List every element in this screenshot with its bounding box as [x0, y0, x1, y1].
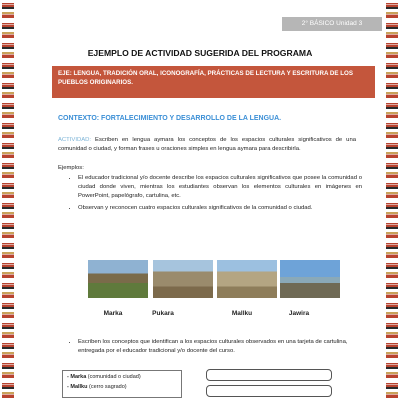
list-item: • El educador tradicional y/o docente describe los espacios culturales significativos que posee la comunidad o ciudad donde viven, mientras los estudiantes observan los elementos culturales en imágenes en PowerPoint, papelógrafo, cartulina, etc.: [78, 174, 362, 201]
answer-box[interactable]: [206, 385, 332, 397]
eje-banner: EJE: LENGUA, TRADICIÓN ORAL, ICONOGRAFÍA, PRÁCTICAS DE LECTURA Y ESCRITURA DE LOS PUEBLOS ORIGINARIOS.: [52, 66, 375, 98]
concept-term: - Marka: [67, 374, 87, 380]
photo-caption: Pukara: [152, 310, 174, 317]
ejemplos-label: Ejemplos:: [58, 165, 84, 171]
concept-term: - Mallku: [67, 384, 88, 390]
actividad-text: Escriben en lengua aymara los conceptos de los espacios culturales significativos de una comunidad o ciudad, y forman frases u oraciones simples en lengua aymara para describirla.: [58, 137, 356, 153]
photo-caption: Jawira: [288, 310, 310, 317]
ejemplos-list: [66, 174, 362, 217]
concept-item: [67, 384, 177, 390]
contexto-value: FORTALECIMIENTO Y DESARROLLO DE LA LENGUA.: [99, 115, 282, 122]
contexto-label: CONTEXTO:: [58, 115, 100, 122]
pukara-photo: [153, 260, 213, 298]
marka-photo: [88, 260, 148, 298]
answer-box[interactable]: [206, 369, 332, 381]
list-item: • Observan y reconocen cuatro espacios culturales significativos de la comunidad o ciudad.: [78, 204, 362, 213]
jawira-photo: [280, 260, 340, 298]
concept-item: [67, 374, 177, 380]
concept-meaning: (comunidad o ciudad): [86, 374, 141, 380]
actividad-paragraph: [58, 136, 356, 154]
concepts-card: [62, 370, 182, 398]
actividad-label: ACTIVIDAD:: [58, 137, 92, 143]
contexto-line: [58, 115, 281, 122]
decorative-border-right: [386, 0, 398, 400]
photo-caption: Mallku: [231, 310, 253, 317]
unit-tab: 2° BÁSICO Unidad 3: [282, 17, 382, 31]
concept-meaning: (cerro sagrado): [87, 384, 127, 390]
list-item: • Escriben los conceptos que identifican a los espacios culturales observados en una tarjeta de cartulina, entregada por el educador tradicional y/o docente del curso.: [78, 338, 362, 356]
page-title: EJEMPLO DE ACTIVIDAD SUGERIDA DEL PROGRAMA: [87, 48, 313, 58]
mallku-photo: [217, 260, 277, 298]
instruction-list: [66, 338, 362, 356]
decorative-border-left: [2, 0, 14, 400]
photo-caption: Marka: [103, 310, 123, 317]
